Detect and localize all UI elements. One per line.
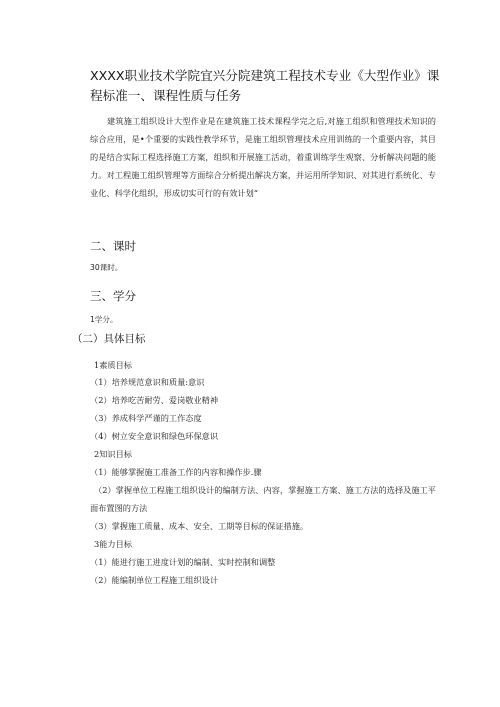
section-body-credits: 1学分。 — [90, 315, 118, 324]
goal-item: （3）掌握施工质量、成本、安全、工期等目标的保证措施。 — [90, 521, 309, 531]
intro-paragraph: 建筑施工组织设计大型作业是在建筑施工技术课程学完之后,对施工组织和管理技术知识的综合应用，是•个重要的实践性教学环节，是施工组织管理技术应用训练的一个重要内容，其目的是结合实际工程选择施工方案，组织和开展施工活动，着重训练学生观察、分析解决问题的能力。对工程施工组织管理等方面综合分析提出解决方案，并运用所学知识、对其进行系统化、专业化、科学化组织，形成切实可行的有效计划“ — [90, 116, 436, 198]
section-body-hours: 30课时。 — [90, 263, 123, 272]
goal-item: （2）培养吃苦耐劳、爱岗敬业精神 — [90, 395, 219, 405]
section-heading-hours: 二、课时 — [90, 239, 136, 253]
goal-item: （1）能进行施工进度计划的编制、实时控制和调整 — [90, 557, 276, 567]
goal-category-knowledge: 2知识目标 — [94, 449, 132, 459]
goal-item: （2）掌握单位工程施工组织设计的编制方法、内容，掌握施工方案、施工方法的选择及施工平面布置图的方法 — [90, 485, 436, 513]
document-title: XXXX职业技术学院宜兴分院建筑工程技术专业《大型作业》课程标准一、课程性质与任务 — [90, 68, 440, 103]
goal-item: （1）培养规范意识和质量:意识 — [90, 377, 205, 387]
goal-item: （4）树立安全意识和绿色环保意识 — [90, 431, 219, 441]
goal-item: （2）能编制单位工程施工组织设计 — [90, 575, 219, 585]
subsection-heading-goals: （二）具体目标 — [72, 333, 146, 345]
goal-category-quality: 1素质目标 — [94, 360, 132, 370]
goal-category-ability: 3能力目标 — [94, 539, 132, 549]
goal-item: （3）养成科学严谨的工作态度 — [90, 413, 202, 423]
goal-item: （1）能够掌握施工准备工作的内容和操作步.骤 — [90, 467, 262, 477]
section-heading-credits: 三、学分 — [90, 289, 136, 303]
